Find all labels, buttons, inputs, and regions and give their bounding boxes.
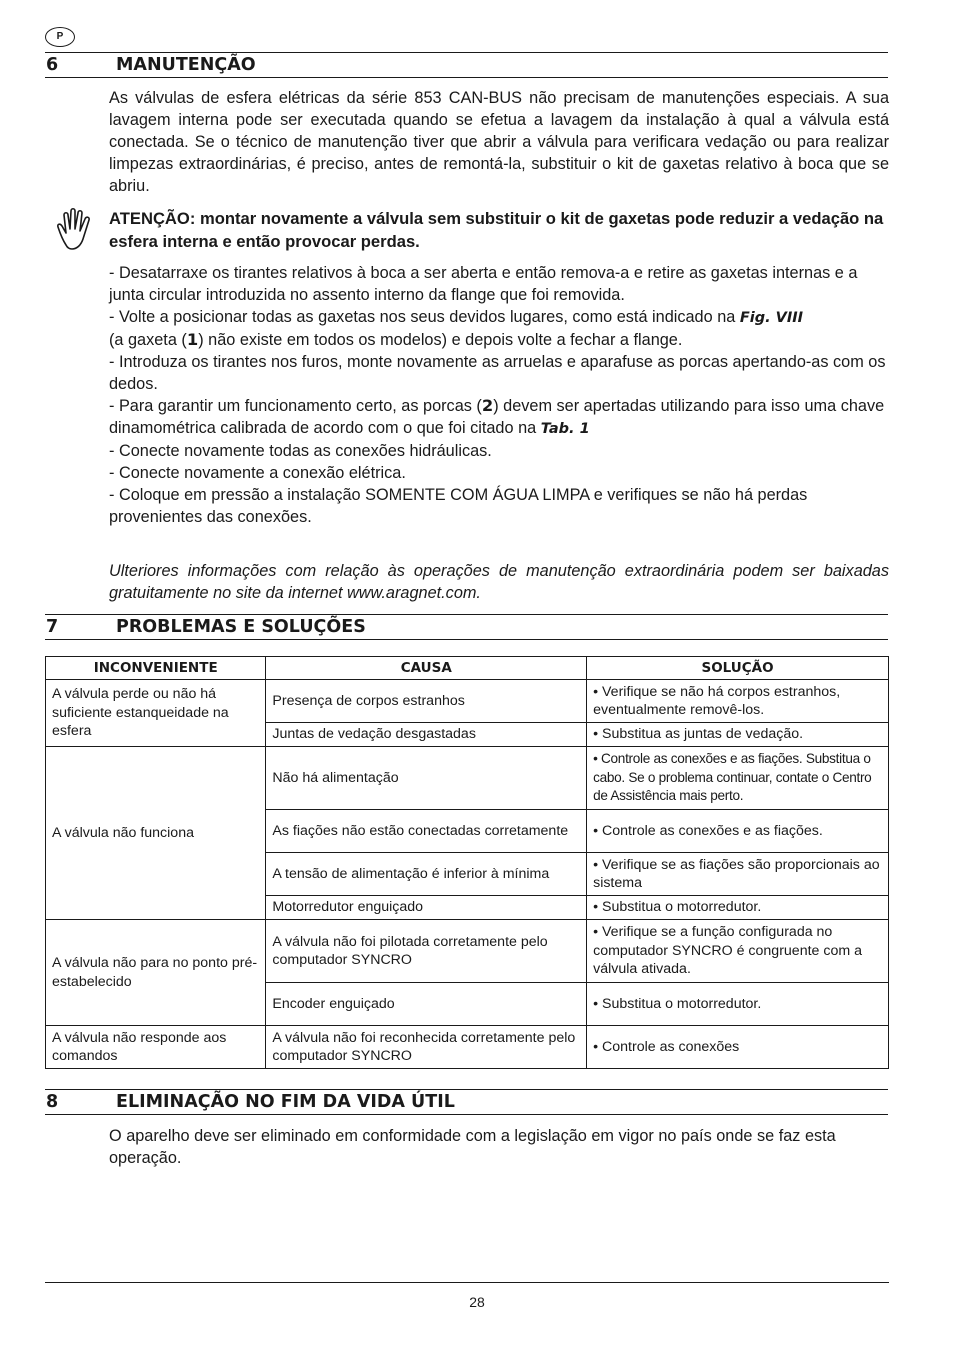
section-7-heading xyxy=(45,614,888,640)
step-3: - Introduza os tirantes nos furos, monte novamente as arruelas e aparafuse as porcas apertando-as com os dedos. xyxy=(109,353,886,393)
solution-cell: • Verifique se as fiações são proporcionais ao sistema xyxy=(587,853,889,896)
section-8-heading xyxy=(45,1089,888,1115)
table-row xyxy=(46,920,889,983)
table-row xyxy=(46,680,889,723)
page-number: 28 xyxy=(469,1294,485,1310)
solution-cell: • Substitua o motorredutor. xyxy=(587,983,889,1026)
warning-hand-icon xyxy=(52,205,98,253)
solution-cell: • Verifique se a função configurada no computador SYNCRO é congruente com a válvula ativada. xyxy=(587,920,889,983)
tab-reference: Tab. 1 xyxy=(540,421,590,437)
section-6-heading xyxy=(45,52,888,78)
cause-cell: A válvula não foi reconhecida corretamente pelo computador SYNCRO xyxy=(266,1026,587,1069)
cause-cell: Encoder enguiçado xyxy=(266,983,587,1026)
cause-cell: A tensão de alimentação é inferior à mínima xyxy=(266,853,587,896)
troubleshooting-table xyxy=(45,656,889,1069)
warning-text: ATENÇÃO: montar novamente a válvula sem substituir o kit de gaxetas pode reduzir a vedação na esfera interna e então provocar perdas. xyxy=(109,209,884,251)
section-6-number: 6 xyxy=(46,55,59,75)
maintenance-steps xyxy=(109,262,889,528)
solution-cell: • Controle as conexões e as fiações. xyxy=(587,810,889,853)
step-2 xyxy=(109,306,889,351)
table-row xyxy=(46,1026,889,1069)
solution-cell: • Controle as conexões e as fiações. Substitua o cabo. Se o problema continuar, contate o Centro de Assistência mais perto. xyxy=(587,747,889,810)
step-2-text: - Volte a posicionar todas as gaxetas nos seus devidos lugares, como está indicado na xyxy=(109,308,740,326)
section-7-number: 7 xyxy=(46,617,59,637)
cause-cell: Motorredutor enguiçado xyxy=(266,896,587,920)
header-inconveniente: INCONVENIENTE xyxy=(46,657,266,680)
solution-cell: • Substitua as juntas de vedação. xyxy=(587,723,889,747)
section-8-number: 8 xyxy=(46,1092,59,1112)
cause-cell: Não há alimentação xyxy=(266,747,587,810)
problem-cell: A válvula não funciona xyxy=(46,747,266,920)
cause-cell: A válvula não foi pilotada corretamente pelo computador SYNCRO xyxy=(266,920,587,983)
section-6-intro: As válvulas de esfera elétricas da série 853 CAN-BUS não precisam de manutenções especiais. A sua lavagem interna pode ser executada quando se efetua a lavagem da instalação à qual a válvula está conectada. Se o técnico de manutenção tiver que abrir a válvula para verificara vedação ou para realizar limpezas extraordinárias, é preciso, antes de remontá-la, substituir o kit de gaxetas relativo à boca que se abriu. xyxy=(109,89,889,195)
problem-cell: A válvula perde ou não há suficiente estanqueidade na esfera xyxy=(46,680,266,747)
header-causa: CAUSA xyxy=(266,657,587,680)
section-8-title: ELIMINAÇÃO NO FIM DA VIDA ÚTIL xyxy=(116,1092,455,1112)
step-5: - Conecte novamente todas as conexões hidráulicas. xyxy=(109,442,492,460)
cause-cell: As fiações não estão conectadas corretamente xyxy=(266,810,587,853)
step-7: - Coloque em pressão a instalação SOMENTE COM ÁGUA LIMPA e verifiques se não há perdas provenientes das conexões. xyxy=(109,486,808,526)
problem-cell: A válvula não para no ponto pré-estabelecido xyxy=(46,920,266,1026)
step-4 xyxy=(109,395,889,440)
step-4-text-c: dinamométrica calibrada de acordo com o que foi citado na xyxy=(109,419,541,437)
step-4-text: - Para garantir um funcionamento certo, as porcas ( xyxy=(109,397,482,415)
fig-reference: Fig. VIII xyxy=(739,310,804,326)
step-1: - Desatarraxe os tirantes relativos à boca a ser aberta e então remova-a e retire as gaxetas internas e a junta circular introduzida no assento interno da flange que foi removida. xyxy=(109,264,858,304)
step-2-text-c: ) não existe em todos os modelos) e depois volte a fechar a flange. xyxy=(198,331,683,349)
step-2-text-b: (a gaxeta ( xyxy=(109,331,187,349)
solution-cell: • Verifique se não há corpos estranhos, eventualmente removê-los. xyxy=(587,680,889,723)
section-6-title: MANUTENÇÃO xyxy=(116,55,256,75)
section-7-title: PROBLEMAS E SOLUÇÕES xyxy=(116,617,366,637)
maintenance-note: Ulteriores informações com relação às operações de manutenção extraordinária podem ser baixadas gratuitamente no site da internet www.aragnet.com. xyxy=(109,562,889,602)
cause-cell: Juntas de vedação desgastadas xyxy=(266,723,587,747)
gasket-ref: 1 xyxy=(186,330,199,349)
solution-cell: • Controle as conexões xyxy=(587,1026,889,1069)
step-6: - Conecte novamente a conexão elétrica. xyxy=(109,464,406,482)
nut-ref: 2 xyxy=(481,396,494,415)
solution-cell: • Substitua o motorredutor. xyxy=(587,896,889,920)
table-header-row xyxy=(46,657,889,680)
language-badge: P xyxy=(45,27,75,47)
disposal-text: O aparelho deve ser eliminado em conformidade com a legislação em vigor no país onde se faz esta operação. xyxy=(109,1127,836,1167)
header-solucao: SOLUÇÃO xyxy=(587,657,889,680)
table-row xyxy=(46,747,889,810)
problem-cell: A válvula não responde aos comandos xyxy=(46,1026,266,1069)
cause-cell: Presença de corpos estranhos xyxy=(266,680,587,723)
step-4-text-b: ) devem ser apertadas utilizando para isso uma chave xyxy=(493,397,885,415)
footer-rule xyxy=(45,1282,889,1283)
